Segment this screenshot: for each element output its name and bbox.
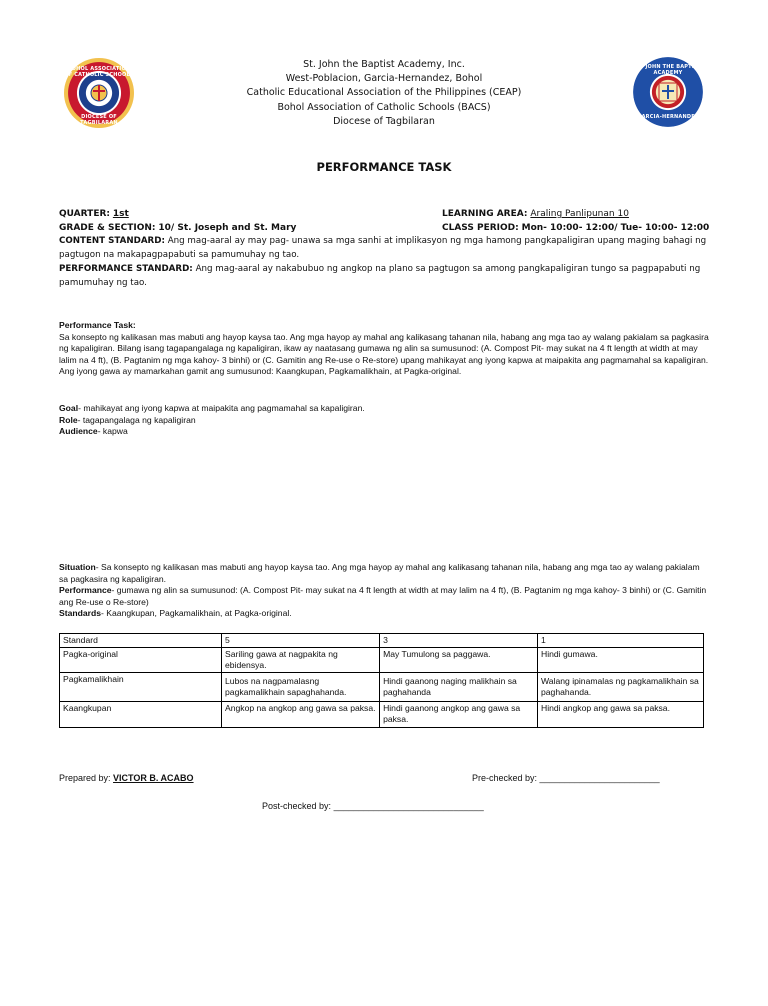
pre-checked-label: Pre-checked by:	[472, 773, 538, 783]
role-line	[59, 415, 711, 427]
performance-task-section	[59, 320, 711, 378]
school-name: St. John the Baptist Academy, Inc.	[303, 59, 465, 70]
rubric-table	[59, 633, 704, 728]
ceap-line: Catholic Educational Association of the Philippines (CEAP)	[246, 87, 522, 99]
school-address: West-Poblacion, Garcia-Hernandez, Bohol	[285, 73, 483, 85]
learning-area-line	[442, 207, 629, 221]
quarter-line	[59, 207, 129, 221]
rubric-cell: Hindi gaanong naging malikhain sa paghahanda	[380, 673, 538, 702]
class-period-line	[442, 221, 709, 235]
task-body: Sa konsepto ng kalikasan mas mabuti ang hayop kaysa tao. Ang mga hayop ay mahal ang kalikasang tahanan nila, habang ang mga tao ay walang pakialam sa pagkasira ng kapaligiran. Bilang isang tagapangalaga ng kapaligiran, ikaw ay naatasang gumawa ng alin sa sumusunod: (A. Compost Pit- may sukat na 4 ft length at width at may lalim na 4 ft), (B. Pagtanim ng mga kahoy- 3 binhi) or (C. Gamitin ang Re-use o Re-store) upang mahikayat ang iyong kapwa at maipakita ang pagmamahal sa kapaligiran. Ang iyong gawa ay mamarkahan gamit ang sumusunod: Kaangkupan, Pagkamalikhain, at Pagka-original.	[59, 331, 709, 377]
audience-line	[59, 426, 711, 438]
standards-text: - Kaangkupan, Pagkamalikhain, at Pagka-original.	[101, 608, 292, 619]
rubric-cell: Walang ipinamalas ng pagkamalikhain sa paghahanda.	[537, 673, 703, 702]
standards-line	[59, 608, 711, 620]
quarter-label: QUARTER:	[59, 209, 110, 219]
grade-section-line	[59, 221, 296, 235]
situation-line	[59, 562, 711, 585]
goal-label: Goal	[59, 403, 79, 413]
audience-label: Audience	[59, 426, 98, 437]
performance-standard-label: PERFORMANCE STANDARD:	[59, 264, 193, 274]
rubric-criterion: Pagka-original	[60, 648, 222, 673]
goal-line	[59, 403, 711, 415]
page-title: PERFORMANCE TASK	[316, 160, 452, 174]
rubric-criterion: Kaangkupan	[60, 702, 222, 728]
situation-label: Situation	[59, 562, 96, 572]
rubric-cell: May Tumulong sa paggawa.	[380, 648, 538, 673]
situation-text: - Sa konsepto ng kalikasan mas mabuti ang hayop kaysa tao. Ang mga hayop ay mahal ang kalikasang tahanan nila, habang ang mga tao ay walang pakialam sa pagkasira ng kapaligiran.	[59, 562, 700, 584]
performance-standard	[59, 263, 711, 291]
class-period-value: Mon- 10:00- 12:00/ Tue- 10:00- 12:00	[521, 223, 710, 233]
prepared-by	[59, 773, 194, 783]
performance-label: Performance	[59, 585, 112, 596]
sjba-logo-bottom-text: GARCIA-HERNANDEZ	[637, 114, 699, 120]
rubric-header-cell: Standard	[60, 634, 222, 648]
learning-area-label: LEARNING AREA:	[442, 209, 528, 219]
content-standard-text: Ang mag-aaral ay may pag- unawa sa mga sanhi at implikasyon ng mga hamong pangkapaligiran upang maging bahagi ng pagtugon na makapagpapabuti sa pamumuhay ng tao.	[59, 236, 707, 260]
diocese-line: Diocese of Tagbilaran	[333, 115, 435, 127]
rubric-header-cell: 3	[380, 634, 538, 648]
pre-checked-line: ________________________	[539, 773, 660, 783]
bacs-line: Bohol Association of Catholic Schools (BACS)	[277, 101, 491, 113]
bacs-logo-top-text: BOHOL ASSOCIATION OF CATHOLIC SCHOOLS	[64, 66, 134, 78]
bacs-logo	[64, 58, 134, 128]
performance-standard-text: Ang mag-aaral ay nakabubuo ng angkop na plano sa pagtugon sa among pangkapaligiran tungo sa pagpapabuti ng pamumuhay ng tao.	[59, 264, 701, 288]
sjba-logo-top-text: ST. JOHN THE BAPTIST ACADEMY	[634, 64, 702, 76]
rubric-header-cell: 1	[537, 634, 703, 648]
class-period-label: CLASS PERIOD:	[442, 223, 519, 233]
prepared-by-label: Prepared by:	[59, 773, 111, 783]
grade-section-value: 10/ St. Joseph and St. Mary	[158, 223, 297, 233]
rubric-cell: Angkop na angkop ang gawa sa paksa.	[222, 702, 380, 728]
rubric-cell: Hindi angkop ang gawa sa paksa.	[537, 702, 703, 728]
post-checked-by	[262, 801, 484, 811]
sjba-logo	[633, 57, 703, 127]
rubric-header-row	[60, 634, 704, 648]
rubric-cell: Hindi gaanong angkop ang gawa sa paksa.	[380, 702, 538, 728]
school-header	[184, 58, 584, 129]
performance-text: - gumawa ng alin sa sumusunod: (A. Compost Pit- may sukat na 4 ft length at width at may lalim na 4 ft), (B. Pagtanim ng mga kahoy- 3 binhi) or (C. Gamitin ang Re-use o Re-store)	[59, 585, 707, 607]
audience-text: - kapwa	[97, 426, 128, 437]
learning-area-value: Araling Panlipunan 10	[530, 209, 629, 219]
performance-line	[59, 585, 711, 608]
quarter-value: 1st	[112, 209, 129, 219]
standards-label: Standards	[59, 608, 102, 619]
bacs-logo-bottom-text: DIOCESE OF TAGBILARAN	[80, 114, 118, 126]
rubric-cell: Sariling gawa at nagpakita ng ebidensya.	[222, 648, 380, 673]
grasps-section	[59, 403, 711, 438]
post-checked-line: ______________________________	[333, 801, 484, 811]
post-checked-label: Post-checked by:	[262, 801, 332, 811]
content-standard-label: CONTENT STANDARD:	[59, 236, 165, 246]
task-heading: Performance Task:	[59, 320, 136, 330]
rubric-cell: Hindi gumawa.	[537, 648, 703, 673]
pre-checked-by	[472, 773, 660, 783]
role-text: - tagapangalaga ng kapaligiran	[77, 414, 196, 425]
prepared-by-name: VICTOR B. ACABO	[113, 773, 194, 783]
goal-text: - mahikayat ang iyong kapwa at maipakita ang pagmamahal sa kapaligiran.	[78, 403, 365, 413]
rubric-row	[60, 702, 704, 728]
grade-section-label: GRADE & SECTION:	[59, 223, 156, 233]
role-label: Role	[59, 414, 78, 425]
rubric-row	[60, 673, 704, 702]
rubric-criterion: Pagkamalikhain	[60, 673, 222, 702]
content-standard	[59, 235, 711, 263]
rubric-row	[60, 648, 704, 673]
rubric-header-cell: 5	[222, 634, 380, 648]
rubric-cell: Lubos na nagpamalasng pagkamalikhain sapaghahanda.	[222, 673, 380, 702]
situation-section	[59, 562, 711, 620]
